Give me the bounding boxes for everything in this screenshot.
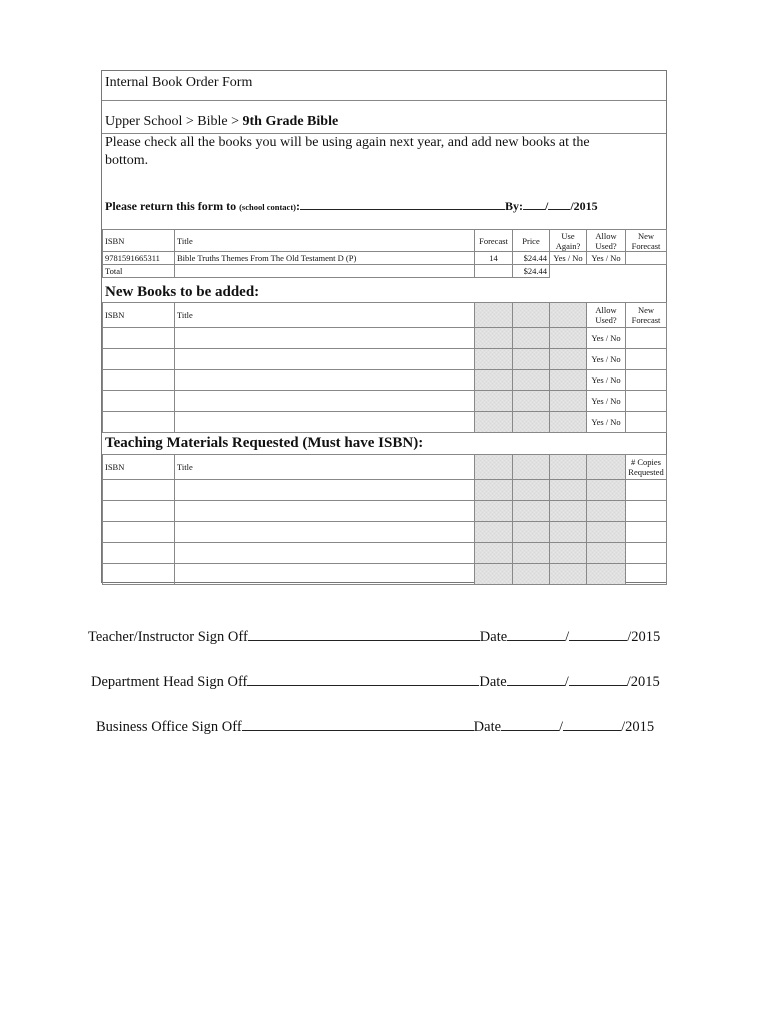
allow-used-option[interactable]: Yes / No <box>587 349 626 370</box>
empty-cell <box>475 265 513 278</box>
shaded-cell <box>587 522 626 543</box>
shaded-cell <box>513 303 550 328</box>
title-input[interactable] <box>175 522 475 543</box>
empty-cell <box>587 265 626 278</box>
slash: / <box>544 199 549 213</box>
shaded-cell <box>587 501 626 522</box>
new-forecast-header <box>626 303 667 328</box>
shaded-cell <box>513 391 550 412</box>
header-line: New <box>637 230 655 241</box>
return-instructions <box>105 197 598 212</box>
title-cell: Bible Truths Themes From The Old Testament D (P) <box>175 252 475 265</box>
divider <box>102 100 666 101</box>
copies-input[interactable] <box>626 480 667 501</box>
title-input[interactable] <box>175 391 475 412</box>
shaded-cell <box>475 349 513 370</box>
header-line: Forecast <box>631 315 661 325</box>
title-header: Title <box>175 455 475 480</box>
date-label: Date <box>473 719 502 735</box>
allow-used-option[interactable]: Yes / No <box>587 252 626 265</box>
total-label: Total <box>103 265 175 278</box>
shaded-cell <box>513 564 550 585</box>
price-cell: $24.44 <box>513 252 550 265</box>
allow-used-option[interactable]: Yes / No <box>587 412 626 433</box>
shaded-cell <box>475 564 513 585</box>
shaded-cell <box>587 455 626 480</box>
table-header-row <box>103 230 667 252</box>
breadcrumb <box>105 115 338 129</box>
isbn-input[interactable] <box>103 480 175 501</box>
shaded-cell <box>550 543 587 564</box>
shaded-cell <box>550 480 587 501</box>
title-input[interactable] <box>175 349 475 370</box>
isbn-header: ISBN <box>103 303 175 328</box>
allow-used-header <box>587 303 626 328</box>
instructions-line-2: bottom. <box>105 153 149 168</box>
table-row <box>103 543 667 564</box>
breadcrumb-prefix: Upper School > Bible > <box>105 114 243 129</box>
order-form-frame <box>101 70 667 583</box>
dept-date-month-field[interactable] <box>507 673 565 686</box>
new-forecast-input[interactable] <box>626 328 667 349</box>
title-input[interactable] <box>175 564 475 585</box>
isbn-header: ISBN <box>103 230 175 252</box>
price-header: Price <box>513 230 550 252</box>
teacher-signoff <box>88 628 660 645</box>
return-label: Please return this form to <box>105 199 240 213</box>
forecast-header: Forecast <box>475 230 513 252</box>
slash: / <box>565 629 570 645</box>
new-books-table <box>102 302 667 433</box>
department-head-signoff <box>91 673 660 690</box>
table-row <box>103 252 667 265</box>
isbn-input[interactable] <box>103 543 175 564</box>
slash: / <box>564 674 569 690</box>
shaded-cell <box>513 328 550 349</box>
shaded-cell <box>513 412 550 433</box>
slash: / <box>559 719 564 735</box>
shaded-cell <box>513 543 550 564</box>
shaded-cell <box>550 522 587 543</box>
new-forecast-input[interactable] <box>626 370 667 391</box>
isbn-input[interactable] <box>103 522 175 543</box>
isbn-input[interactable] <box>103 501 175 522</box>
use-again-option[interactable]: Yes / No <box>550 252 587 265</box>
header-line: Again? <box>555 240 581 251</box>
table-row <box>103 328 667 349</box>
school-contact-field[interactable] <box>300 197 505 210</box>
title-input[interactable] <box>175 412 475 433</box>
shaded-cell <box>550 455 587 480</box>
new-forecast-input[interactable] <box>626 252 667 265</box>
shaded-cell <box>513 370 550 391</box>
shaded-cell <box>513 455 550 480</box>
copies-input[interactable] <box>626 564 667 585</box>
header-line: Used? <box>595 240 617 251</box>
date-label: Date <box>479 629 508 645</box>
by-year: /2015 <box>570 199 598 213</box>
header-line: # Copies <box>631 457 661 467</box>
books-table <box>102 229 667 278</box>
shaded-cell <box>513 480 550 501</box>
empty-cell <box>550 265 587 278</box>
table-row <box>103 412 667 433</box>
business-date-month-field[interactable] <box>501 718 559 731</box>
isbn-cell: 9781591665311 <box>103 252 175 265</box>
shaded-cell <box>550 303 587 328</box>
shaded-cell <box>550 391 587 412</box>
shaded-cell <box>475 501 513 522</box>
shaded-cell <box>475 370 513 391</box>
isbn-input[interactable] <box>103 391 175 412</box>
school-contact-label: (school contact) <box>239 202 296 212</box>
shaded-cell <box>587 543 626 564</box>
business-date-day-field[interactable] <box>563 718 621 731</box>
dept-signoff-label: Department Head Sign Off <box>91 674 248 690</box>
teaching-materials-heading: Teaching Materials Requested (Must have ISBN): <box>105 435 424 451</box>
table-row <box>103 391 667 412</box>
shaded-cell <box>550 412 587 433</box>
shaded-cell <box>550 501 587 522</box>
title-header: Title <box>175 303 475 328</box>
allow-used-option[interactable]: Yes / No <box>587 370 626 391</box>
breadcrumb-current: 9th Grade Bible <box>242 114 339 129</box>
empty-cell <box>626 265 667 278</box>
title-input[interactable] <box>175 480 475 501</box>
year: /2015 <box>621 719 655 735</box>
divider <box>102 133 666 134</box>
empty-cell <box>175 265 475 278</box>
shaded-cell <box>513 501 550 522</box>
shaded-cell <box>513 522 550 543</box>
business-signoff-label: Business Office Sign Off <box>96 719 242 735</box>
shaded-cell <box>513 349 550 370</box>
teacher-date-day-field[interactable] <box>569 628 627 641</box>
copies-input[interactable] <box>626 522 667 543</box>
business-office-signoff <box>96 718 654 735</box>
shaded-cell <box>550 370 587 391</box>
instructions-line-1: Please check all the books you will be using again next year, and add new books at the <box>105 135 590 150</box>
new-forecast-input[interactable] <box>626 412 667 433</box>
colon: : <box>295 199 300 213</box>
forecast-cell: 14 <box>475 252 513 265</box>
table-row <box>103 564 667 585</box>
header-line: Allow <box>595 305 617 315</box>
by-label: By: <box>504 199 523 213</box>
teacher-signoff-label: Teacher/Instructor Sign Off <box>88 629 248 645</box>
by-month-field[interactable] <box>523 197 545 210</box>
header-line: Use <box>561 230 575 241</box>
isbn-input[interactable] <box>103 328 175 349</box>
header-line: Requested <box>628 467 664 477</box>
form-title: Internal Book Order Form <box>105 75 253 90</box>
total-row <box>103 265 667 278</box>
header-line: Forecast <box>631 240 661 251</box>
table-header-row <box>103 455 667 480</box>
copies-input[interactable] <box>626 543 667 564</box>
copies-input[interactable] <box>626 501 667 522</box>
shaded-cell <box>475 522 513 543</box>
title-header: Title <box>175 230 475 252</box>
allow-used-option[interactable]: Yes / No <box>587 328 626 349</box>
shaded-cell <box>550 349 587 370</box>
new-forecast-input[interactable] <box>626 391 667 412</box>
table-row <box>103 370 667 391</box>
allow-used-header <box>587 230 626 252</box>
shaded-cell <box>475 455 513 480</box>
isbn-input[interactable] <box>103 370 175 391</box>
isbn-header: ISBN <box>103 455 175 480</box>
isbn-input[interactable] <box>103 412 175 433</box>
title-input[interactable] <box>175 370 475 391</box>
title-input[interactable] <box>175 543 475 564</box>
header-line: Used? <box>595 315 617 325</box>
shaded-cell <box>550 564 587 585</box>
new-forecast-header <box>626 230 667 252</box>
dept-signature-field[interactable] <box>247 673 479 686</box>
use-again-header <box>550 230 587 252</box>
new-books-heading: New Books to be added: <box>105 284 260 300</box>
table-row <box>103 480 667 501</box>
isbn-input[interactable] <box>103 349 175 370</box>
year: /2015 <box>626 674 660 690</box>
table-row <box>103 522 667 543</box>
dept-date-day-field[interactable] <box>569 673 627 686</box>
table-row <box>103 501 667 522</box>
shaded-cell <box>475 328 513 349</box>
allow-used-option[interactable]: Yes / No <box>587 391 626 412</box>
by-day-field[interactable] <box>548 197 570 210</box>
shaded-cell <box>475 391 513 412</box>
year: /2015 <box>627 629 661 645</box>
table-row <box>103 349 667 370</box>
new-forecast-input[interactable] <box>626 349 667 370</box>
title-input[interactable] <box>175 501 475 522</box>
isbn-input[interactable] <box>103 564 175 585</box>
total-price: $24.44 <box>513 265 550 278</box>
table-header-row <box>103 303 667 328</box>
business-signature-field[interactable] <box>242 718 474 731</box>
teaching-materials-table <box>102 454 667 585</box>
shaded-cell <box>587 480 626 501</box>
header-line: New <box>637 305 655 315</box>
shaded-cell <box>550 328 587 349</box>
shaded-cell <box>587 564 626 585</box>
header-line: Allow <box>595 230 617 241</box>
title-input[interactable] <box>175 328 475 349</box>
shaded-cell <box>475 412 513 433</box>
teacher-date-month-field[interactable] <box>507 628 565 641</box>
shaded-cell <box>475 303 513 328</box>
shaded-cell <box>475 543 513 564</box>
date-label: Date <box>479 674 507 690</box>
teacher-signature-field[interactable] <box>248 628 480 641</box>
shaded-cell <box>475 480 513 501</box>
copies-requested-header <box>626 455 667 480</box>
